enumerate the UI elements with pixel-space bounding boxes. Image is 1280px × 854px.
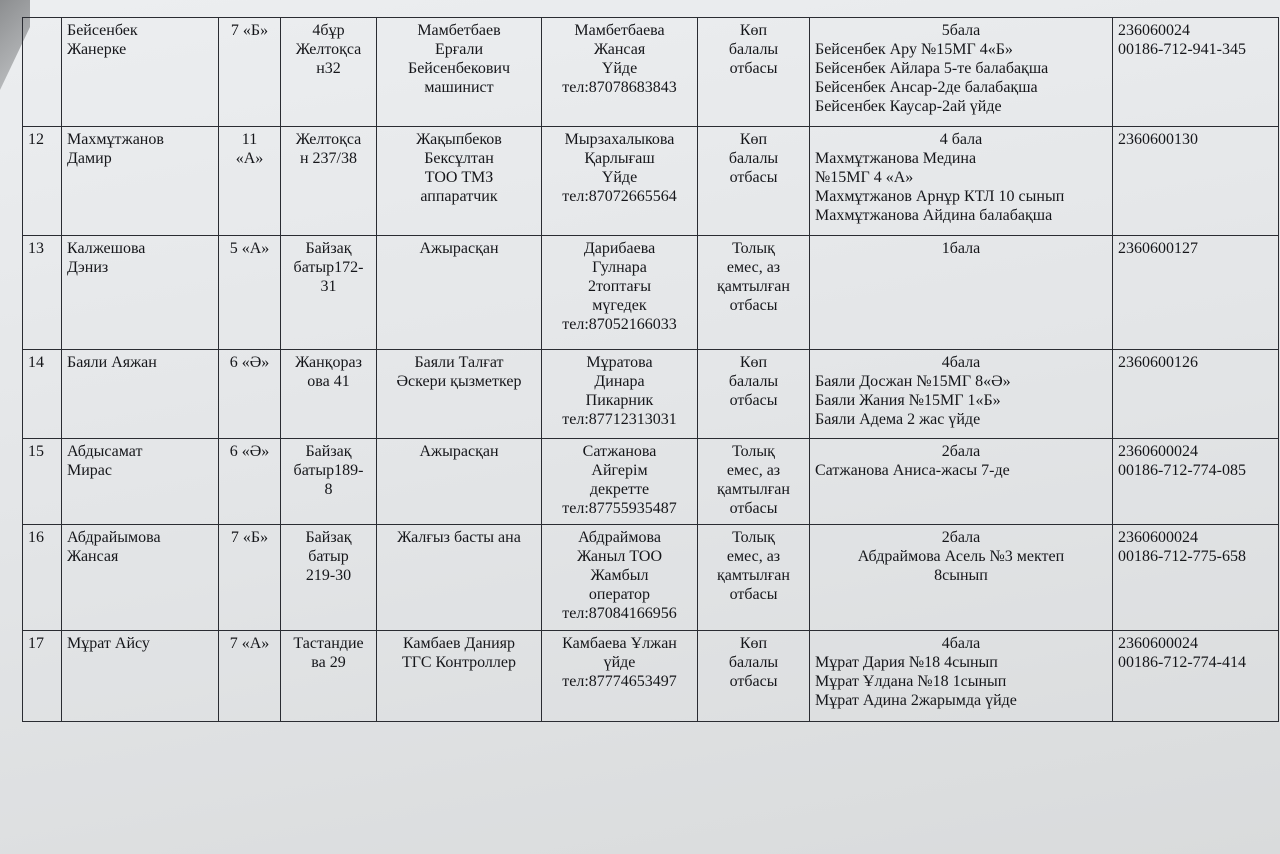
student-name-line: Дамир (67, 150, 112, 167)
family-status-cell (698, 127, 810, 236)
children-line: Баяли Жания №15МГ 1«Б» (815, 392, 1001, 409)
address-line: 31 (320, 278, 337, 295)
account-cell (1113, 350, 1279, 439)
account-line: 2360600024 (1118, 529, 1198, 546)
father-line: Мамбетбаев (417, 22, 501, 39)
address-cell (281, 127, 377, 236)
father-cell (377, 525, 542, 631)
mother-cell (542, 525, 698, 631)
family-status-line: қамтылған (717, 481, 790, 498)
address-line: ва 29 (311, 654, 346, 671)
mother-line: Абдраймова (578, 529, 661, 546)
address-line: Байзақ (305, 529, 352, 546)
student-name-line: Жансая (67, 548, 119, 565)
mother-line: Мұратова (586, 354, 653, 371)
mother-line: Үйде (601, 60, 638, 77)
father-line: Жалғыз басты ана (397, 529, 521, 546)
mother-line: Камбаева Ұлжан (562, 635, 677, 652)
address-line: н 237/38 (299, 150, 357, 167)
children-line: Махмұтжанова Айдина балабақша (815, 207, 1053, 224)
address-cell (281, 525, 377, 631)
father-line: Жақыпбеков (416, 131, 502, 148)
student-name-cell (62, 631, 219, 722)
class-line: 11 (241, 131, 258, 148)
family-status-line: Көп (739, 131, 768, 148)
student-name-line: Махмұтжанов (67, 131, 164, 148)
account-cell (1113, 631, 1279, 722)
family-status-line: Толық (732, 443, 775, 460)
address-line: Желтоқса (295, 131, 362, 148)
father-line: аппаратчик (420, 188, 498, 205)
family-status-cell (698, 236, 810, 350)
children-cell (810, 439, 1113, 525)
class-line: 7 «Б» (230, 22, 269, 39)
class-line: 7 «А» (229, 635, 270, 652)
mother-line: тел:87072665564 (562, 188, 677, 205)
father-cell (377, 350, 542, 439)
student-name-cell (62, 236, 219, 350)
address-cell (281, 439, 377, 525)
mother-cell (542, 127, 698, 236)
children-cell (810, 18, 1113, 127)
class-line: 6 «Ә» (229, 443, 270, 460)
family-status-line: балалы (728, 373, 779, 390)
family-status-cell (698, 18, 810, 127)
table-row (23, 236, 1279, 350)
family-status-cell (698, 439, 810, 525)
children-cell (810, 127, 1113, 236)
mother-line: Мамбетбаева (574, 22, 665, 39)
father-cell (377, 631, 542, 722)
father-line: Камбаев Данияр (402, 635, 516, 652)
row-number-cell (23, 525, 62, 631)
children-line: Махмұтжанова Медина (815, 150, 977, 167)
account-line: 00186-712-774-414 (1118, 654, 1246, 671)
student-name-cell (62, 18, 219, 127)
class-line: 5 «А» (229, 240, 270, 257)
children-cell (810, 236, 1113, 350)
children-line: 2бала (941, 443, 981, 460)
mother-line: оператор (588, 586, 651, 603)
class-cell (219, 350, 281, 439)
family-status-line: балалы (728, 41, 779, 58)
mother-line: Сатжанова (582, 443, 657, 460)
mother-line: тел:87078683843 (562, 79, 677, 96)
table-row (23, 631, 1279, 722)
row-number-cell (23, 236, 62, 350)
account-line: 00186-712-774-085 (1118, 462, 1246, 479)
address-cell (281, 350, 377, 439)
row-number-cell (23, 350, 62, 439)
address-line: Тастандие (293, 635, 364, 652)
mother-line: үйде (603, 654, 636, 671)
account-line: 2360600127 (1118, 240, 1198, 257)
mother-line: тел:87052166033 (562, 316, 677, 333)
children-cell (810, 525, 1113, 631)
address-cell (281, 236, 377, 350)
family-status-line: отбасы (729, 297, 778, 314)
family-status-line: Толық (732, 240, 775, 257)
student-name-line: Жанерке (67, 41, 127, 58)
class-cell (219, 631, 281, 722)
table-row (23, 350, 1279, 439)
row-number: 12 (28, 131, 44, 148)
student-name-cell (62, 127, 219, 236)
address-line: 219-30 (305, 567, 352, 584)
family-status-line: отбасы (729, 60, 778, 77)
account-line: 2360600024 (1118, 443, 1198, 460)
mother-line: декретте (589, 481, 650, 498)
student-name-line: Мирас (67, 462, 112, 479)
mother-line: Дарибаева (583, 240, 656, 257)
children-line: 4бала (941, 354, 981, 371)
father-line: ТОО ТМЗ (424, 169, 494, 186)
account-line: 2360600130 (1118, 131, 1198, 148)
address-line: Жанқораз (295, 354, 362, 371)
mother-line: Пикарник (585, 392, 654, 409)
mother-cell (542, 350, 698, 439)
table-row (23, 18, 1279, 127)
family-status-cell (698, 525, 810, 631)
address-line: Желтоқса (295, 41, 362, 58)
account-line: 00186-712-775-658 (1118, 548, 1246, 565)
family-status-line: Көп (739, 635, 768, 652)
class-line: 6 «Ә» (229, 354, 270, 371)
family-status-line: балалы (728, 654, 779, 671)
father-cell (377, 18, 542, 127)
address-line: 8 (324, 481, 333, 498)
children-line: №15МГ 4 «А» (815, 169, 914, 186)
student-name-cell (62, 525, 219, 631)
address-line: батыр172- (293, 259, 364, 276)
family-status-line: емес, аз (726, 548, 781, 565)
student-name-cell (62, 350, 219, 439)
mother-line: Жаныл ТОО (576, 548, 662, 565)
account-cell (1113, 18, 1279, 127)
row-number: 17 (28, 635, 44, 652)
family-status-line: отбасы (729, 500, 778, 517)
family-status-line: қамтылған (717, 278, 790, 295)
student-name-line: Абдрайымова (67, 529, 161, 546)
mother-line: Жансая (593, 41, 646, 58)
family-status-line: Толық (732, 529, 775, 546)
class-cell (219, 439, 281, 525)
father-line: Ажырасқан (419, 240, 499, 257)
children-line: Бейсенбек Ансар-2де балабақша (815, 79, 1038, 96)
mother-line: тел:87084166956 (562, 605, 677, 622)
father-line: Бексұлтан (424, 150, 494, 167)
address-line: 4бұр (312, 22, 345, 39)
student-name-line: Баяли Аяжан (67, 354, 157, 371)
mother-line: Мырзахалыкова (564, 131, 675, 148)
mother-line: тел:87755935487 (562, 500, 677, 517)
student-name-line: Калжешова (67, 240, 146, 257)
account-cell (1113, 439, 1279, 525)
father-line: ТГС Контроллер (402, 654, 516, 671)
mother-cell (542, 439, 698, 525)
family-status-line: емес, аз (726, 462, 781, 479)
children-line: Мұрат Адина 2жарымда үйде (815, 692, 1017, 709)
children-line: 5бала (941, 22, 981, 39)
family-status-line: емес, аз (726, 259, 781, 276)
address-line: н32 (316, 60, 341, 77)
row-number-cell (23, 439, 62, 525)
family-status-cell (698, 350, 810, 439)
address-line: батыр189- (293, 462, 364, 479)
children-line: Баяли Адема 2 жас үйде (815, 411, 981, 428)
class-cell (219, 525, 281, 631)
row-number-cell (23, 18, 62, 127)
children-line: Мұрат Дария №18 4сынып (815, 654, 998, 671)
children-line: 1бала (941, 240, 981, 257)
row-number: 14 (28, 354, 44, 371)
address-cell (281, 631, 377, 722)
mother-line: Үйде (601, 169, 638, 186)
account-line: 2360600126 (1118, 354, 1198, 371)
mother-line: мүгедек (592, 297, 647, 314)
class-cell (219, 236, 281, 350)
student-name-line: Бейсенбек (67, 22, 138, 39)
children-line: 4 бала (939, 131, 983, 148)
account-line: 2360600024 (1118, 635, 1198, 652)
father-cell (377, 439, 542, 525)
row-number-cell (23, 127, 62, 236)
children-line: Баяли Досжан №15МГ 8«Ә» (815, 373, 1011, 390)
father-cell (377, 236, 542, 350)
table-row (23, 439, 1279, 525)
children-line: Бейсенбек Айлара 5-те балабақша (815, 60, 1049, 77)
mother-line: Айгерім (591, 462, 648, 479)
address-line: ова 41 (307, 373, 350, 390)
mother-line: тел:87774653497 (562, 673, 677, 690)
row-number: 15 (28, 443, 44, 460)
class-cell (219, 18, 281, 127)
mother-line: Жамбыл (590, 567, 649, 584)
family-status-line: балалы (728, 150, 779, 167)
mother-line: Қарлығаш (584, 150, 655, 167)
children-line: Бейсенбек Ару №15МГ 4«Б» (815, 41, 1013, 58)
children-line: 2бала (941, 529, 981, 546)
family-status-cell (698, 631, 810, 722)
mother-line: Гулнара (592, 259, 647, 276)
row-number: 16 (28, 529, 44, 546)
father-line: Бейсенбекович (408, 60, 510, 77)
mother-cell (542, 18, 698, 127)
class-line: 7 «Б» (230, 529, 269, 546)
address-line: батыр (308, 548, 349, 565)
children-line: Сатжанова Аниса-жасы 7-де (815, 462, 1010, 479)
family-status-line: отбасы (729, 169, 778, 186)
mother-cell (542, 236, 698, 350)
mother-line: Динара (594, 373, 645, 390)
father-line: Баяли Талғат (414, 354, 504, 371)
student-name-line: Абдысамат (67, 443, 143, 460)
father-cell (377, 127, 542, 236)
father-line: Әскери қызметкер (396, 373, 522, 390)
father-line: машинист (424, 79, 494, 96)
mother-line: 2топтағы (588, 278, 651, 295)
family-status-line: отбасы (729, 673, 778, 690)
address-line: Байзақ (305, 240, 352, 257)
row-number: 13 (28, 240, 44, 257)
mother-cell (542, 631, 698, 722)
family-register-table (22, 17, 1279, 722)
account-cell (1113, 525, 1279, 631)
account-line: 00186-712-941-345 (1118, 41, 1246, 58)
student-name-cell (62, 439, 219, 525)
student-name-line: Мұрат Айсу (67, 635, 150, 652)
family-status-line: отбасы (729, 392, 778, 409)
family-status-line: отбасы (729, 586, 778, 603)
children-cell (810, 350, 1113, 439)
address-cell (281, 18, 377, 127)
family-status-line: Көп (739, 22, 768, 39)
children-line: Мұрат Ұлдана №18 1сынып (815, 673, 1007, 690)
mother-line: тел:87712313031 (562, 411, 677, 428)
class-line: «А» (235, 150, 264, 167)
student-name-line: Дэниз (67, 259, 109, 276)
account-cell (1113, 236, 1279, 350)
row-number-cell (23, 631, 62, 722)
children-line: Бейсенбек Каусар-2ай үйде (815, 98, 1002, 115)
children-line: 8сынып (934, 567, 988, 584)
table-row (23, 525, 1279, 631)
father-line: Ерғали (434, 41, 484, 58)
account-cell (1113, 127, 1279, 236)
account-line: 236060024 (1118, 22, 1190, 39)
address-line: Байзақ (305, 443, 352, 460)
class-cell (219, 127, 281, 236)
table-row (23, 127, 1279, 236)
children-line: 4бала (941, 635, 981, 652)
children-line: Абдраймова Асель №3 мектеп (857, 548, 1065, 565)
children-line: Махмұтжанов Арнұр КТЛ 10 сынып (815, 188, 1065, 205)
family-status-line: Көп (739, 354, 768, 371)
father-line: Ажырасқан (419, 443, 499, 460)
children-cell (810, 631, 1113, 722)
family-status-line: қамтылған (717, 567, 790, 584)
